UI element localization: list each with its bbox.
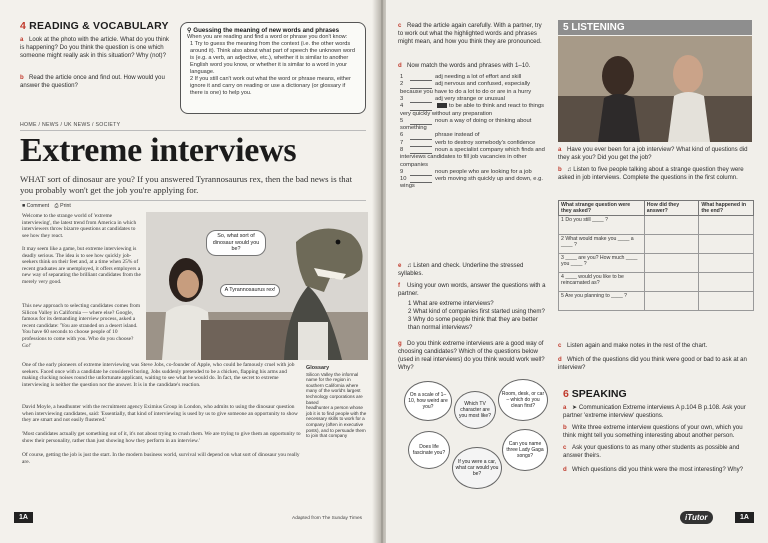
article-standfirst: WHAT sort of dinosaur are you? If you answered Tyrannosaurus rex, then the bad news is that you probably won't get the job you're applying for. xyxy=(20,174,353,195)
question-letter: a xyxy=(563,404,567,411)
article-para-6: 'Most candidates actually get something out of it, it's not about trying to crush them. We are trying to give them an opportunity to show their personality, rather than just showing how they perform in an interview.' xyxy=(22,431,301,444)
comment-icon[interactable]: ■ xyxy=(22,203,26,209)
question-letter: b xyxy=(20,74,24,81)
glossary-title: Glossary xyxy=(306,365,330,371)
question-letter: d xyxy=(563,466,567,473)
page-tag: 1A xyxy=(735,512,754,523)
section-number: 5 xyxy=(563,22,569,33)
question-letter: b xyxy=(563,424,567,431)
question-text: Read the article again carefully. With a partner, try to work out what the highlighted words and phrases might mean, and how you think they are pronounced. xyxy=(398,22,542,45)
speaking-question-c xyxy=(563,444,757,460)
question-text: Which questions did you think were the most interesting? Why? xyxy=(572,466,744,473)
audio-icon[interactable]: ♫ xyxy=(567,166,574,173)
question-letter: a xyxy=(558,146,562,153)
table-row xyxy=(559,292,754,311)
print-icon[interactable]: ⎙ xyxy=(54,203,59,209)
notes-cell[interactable] xyxy=(699,292,754,311)
table-row xyxy=(559,216,754,235)
listening-question-c xyxy=(558,342,752,350)
question-e xyxy=(398,262,548,278)
table-cell: 4 ____ would you like to be reincarnated as? xyxy=(559,273,645,292)
column-header: What strange question were they asked? xyxy=(559,201,645,216)
question-text: Ask your questions to as many other students as possible and answer theirs. xyxy=(563,444,740,459)
glossary-entry: headhunter a person whose job it is to find people with the necessary skills to work for a company (often in executive posts), and to persuade them to join that company xyxy=(306,405,367,439)
question-bubble: Which TV character are you most like? xyxy=(454,391,496,429)
question-bubble: Room, desk, or car – which do you clean first? xyxy=(498,379,548,421)
notes-cell[interactable] xyxy=(644,254,699,273)
article-para-4: One of the early pioneers of extreme interviewing was Steve Jobs, co-founder of Apple, who could be famously cruel with job seekers. Faced once with a candidate he considered boring, Jobs suddenly pretended to be a chicken, flapping his arms and making clucking noises round the unfortunate applicant, waiting to see what he would do. In fact, the secret to extreme interviewing is neither the question nor the answer. It is in the candidate's reaction. xyxy=(22,362,295,388)
question-text: Listen and check. Underline the stressed syllables. xyxy=(398,262,524,277)
column-header: How did they answer? xyxy=(644,201,699,216)
f-question-list xyxy=(408,300,548,332)
breadcrumb[interactable]: HOME / NEWS / UK NEWS / SOCIETY xyxy=(20,122,121,128)
notes-cell[interactable] xyxy=(644,292,699,311)
f-item: 2 What kind of companies first started using them? xyxy=(408,308,545,315)
match-item: 8 noun a specialist company which finds and interviews candidates to fill job vacancies in other companies xyxy=(400,147,545,168)
section-title: READING & VOCABULARY xyxy=(29,20,169,32)
notes-cell[interactable] xyxy=(644,235,699,254)
question-bubble: If you were a car, what car would you be? xyxy=(452,447,502,489)
column-header: What happened in the end? xyxy=(699,201,754,216)
section-title: SPEAKING xyxy=(571,388,627,400)
article-para-2: It may seem like a game, but extreme interviewing is deadly serious. The idea is to see how quickly job-seekers think on their feet and, at a time when 25% of recent graduates are unemployed, it offers employers a new way of separating the brilliant candidates from the merely very good. xyxy=(22,246,141,285)
f-item: 1 What are extreme interviews? xyxy=(408,300,494,307)
f-item: 3 Why do some people think that they are better than normal interviews? xyxy=(408,316,538,331)
question-text: Which of the questions did you think were good or bad to ask at an interview? xyxy=(558,356,747,371)
article-para-3: This new approach to selecting candidates comes from Silicon Valley in California — where else? Google, famous for its demanding interview process, asked a recent candidate: 'You are stranded on a desert island. You have 60 seconds to choose people of 10 professions to come with you. Who do you choose? Go!' xyxy=(22,303,141,349)
article-headline: Extreme interviews xyxy=(20,132,297,169)
match-item: 1 adj needing a lot of effort and skill xyxy=(400,74,522,80)
glossary-entry: Silicon Valley the informal name for the region in southern California where many of the world's largest technology corporations are based xyxy=(306,371,363,405)
audio-icon[interactable]: ♫ xyxy=(407,262,414,269)
question-bubble: Does life fascinate you? xyxy=(408,431,450,469)
table-cell: 5 Are you planning to ____ ? xyxy=(559,292,645,311)
notes-cell[interactable] xyxy=(699,235,754,254)
comment-link[interactable]: Comment xyxy=(26,203,50,209)
question-text: Write three extreme interview questions of your own, which you think might tell you something interesting about another person. xyxy=(563,424,743,439)
speech-bubble-question: So, what sort of dinosaur would you be? xyxy=(206,230,266,256)
notes-cell[interactable] xyxy=(644,273,699,292)
arrow-icon: ➤ xyxy=(572,404,579,411)
table-cell: 2 What would make you ____ a ____ ? xyxy=(559,235,645,254)
listening-question-a xyxy=(558,146,752,162)
magnifier-icon: ⚲ xyxy=(187,27,194,34)
table-row xyxy=(559,235,754,254)
listening-heading xyxy=(558,20,752,35)
divider xyxy=(20,130,366,131)
listening-photo xyxy=(558,36,752,142)
question-letter: f xyxy=(398,282,401,289)
question-letter: g xyxy=(398,340,402,347)
article-tools xyxy=(22,203,71,210)
question-letter: c xyxy=(398,22,402,29)
speech-bubble-answer: A Tyrannosaurus rex! xyxy=(220,284,280,297)
listening-chart xyxy=(558,200,754,311)
section-title: LISTENING xyxy=(571,22,625,33)
match-item: 9 noun people who are looking for a job xyxy=(400,168,532,175)
tip-intro: When you are reading and find a word or phrase you don't know: xyxy=(187,34,348,40)
question-f xyxy=(398,282,548,298)
question-c xyxy=(398,22,548,46)
match-item: 3 adj very strange or unusual xyxy=(400,95,505,102)
print-link[interactable]: Print xyxy=(60,203,71,209)
listening-question-d xyxy=(558,356,752,372)
notes-cell[interactable] xyxy=(699,216,754,235)
question-b xyxy=(20,74,170,90)
speaking-heading xyxy=(563,388,627,400)
article-para-7: Of course, getting the job is just the start. In the modern business world, survival will depend on what sort of dinosaur you really are. xyxy=(22,452,300,465)
article-source: Adapted from The Sunday Times xyxy=(292,516,363,521)
question-letter: c xyxy=(558,342,562,349)
question-text: Look at the photo with the article. What do you think is happening? Do you think the question is one which someone might really ask in this situation? Why (not)? xyxy=(20,36,169,59)
match-item: 6 phrase instead of xyxy=(400,132,480,139)
speaking-question-d xyxy=(563,466,757,474)
question-letter: d xyxy=(398,62,402,69)
article-photo xyxy=(146,212,368,360)
section-heading-reading xyxy=(20,20,169,32)
table-row xyxy=(559,254,754,273)
glossary-box xyxy=(306,366,368,439)
question-letter: c xyxy=(563,444,567,451)
table-cell: 3 ____ are you? How much ____ you ____ ? xyxy=(559,254,645,273)
question-text: Now match the words and phrases with 1–10. xyxy=(407,62,531,69)
idiom-icon xyxy=(437,103,447,108)
notes-cell[interactable] xyxy=(699,273,754,292)
question-bubble: On a scale of 1–10, how weird are you? xyxy=(404,381,452,421)
article-para-1: Welcome to the strange world of 'extreme interviewing', the latest trend from America in which interviewers throw bizarre questions at candidates to see how they react. xyxy=(22,213,137,239)
speaking-question-a xyxy=(563,404,757,420)
tip-title: ⚲ Guessing the meaning of new words and phrases xyxy=(187,27,340,34)
question-a xyxy=(20,36,170,60)
match-item: 5 noun a way of doing or thinking about something xyxy=(400,117,532,132)
page-tag: 1A xyxy=(14,512,33,523)
table-header-row xyxy=(559,201,754,216)
listening-question-b xyxy=(558,166,752,182)
section-number: 6 xyxy=(563,388,569,400)
tip-item-2: 2 If you still can't work out what the word or phrase means, either ignore it and carry on reading or use a dictionary (or glossary if there is one) to help you. xyxy=(190,76,351,96)
match-item: 7 verb to destroy somebody's confidence xyxy=(400,139,536,146)
question-text: Using your own words, answer the questions with a partner. xyxy=(398,282,546,297)
interview-photo-image xyxy=(558,36,752,142)
question-g xyxy=(398,340,548,372)
match-item: 10 verb moving sth quickly up and down, e.g. wings xyxy=(400,176,543,190)
question-text: Do you think extreme interviews are a good way of choosing candidates? Which of the questions below (used in real interviews) do you think would work well? Why? xyxy=(398,340,545,371)
itutor-badge: iTutor xyxy=(680,511,713,524)
question-d xyxy=(398,62,548,70)
match-item: 4 to be able to think and react to things very quickly without any preparation xyxy=(400,103,545,117)
table-row xyxy=(559,273,754,292)
article-para-5: David Moyle, a headhunter with the recruitment agency Eximius Group in London, who admits to using the dinosaur question when interviewing candidates, said: 'Essentially, that kind of interviewing is used by us to give someone an opportunity to show they are smart and not easily flustered.' xyxy=(22,404,298,424)
question-text: Communication Extreme interviews A p.104 B p.108. Ask your partner 'extreme interview' questions. xyxy=(563,404,746,419)
question-text: Listen again and make notes in the rest of the chart. xyxy=(567,342,708,349)
left-page xyxy=(0,0,378,543)
tip-item-1: 1 Try to guess the meaning from the context (i.e. the other words around it). Think also about what part of speech the unknown word is (e.g. a verb, an adjective, etc.), whether it is similar to another English word you know, or whether it is similar to a word in your language. xyxy=(190,41,356,75)
vocab-match-list xyxy=(400,74,550,191)
divider xyxy=(20,200,366,201)
table-cell: 1 Do you still ____ ? xyxy=(559,216,645,235)
section-number: 4 xyxy=(20,20,27,32)
question-letter: e xyxy=(398,262,402,269)
question-text: Read the article once and find out. How would you answer the question? xyxy=(20,74,165,89)
question-letter: d xyxy=(558,356,562,363)
match-item: 2 adj nervous and confused, especially because you have to do a lot to do or are in a hurry xyxy=(400,81,532,95)
question-text: Have you ever been for a job interview? What kind of questions did they ask you? Did you get the job? xyxy=(558,146,748,161)
question-letter: b xyxy=(558,166,562,173)
interview-question-bubbles xyxy=(400,375,550,500)
question-text: Listen to five people talking about a strange question they were asked in job interviews. Complete the questions in the first column. xyxy=(558,166,744,181)
question-bubble: Can you name three Lady Gaga songs? xyxy=(502,429,548,471)
speaking-question-b xyxy=(563,424,757,440)
study-tip-box xyxy=(180,22,366,114)
question-letter: a xyxy=(20,36,24,43)
notes-cell[interactable] xyxy=(699,254,754,273)
notes-cell[interactable] xyxy=(644,216,699,235)
